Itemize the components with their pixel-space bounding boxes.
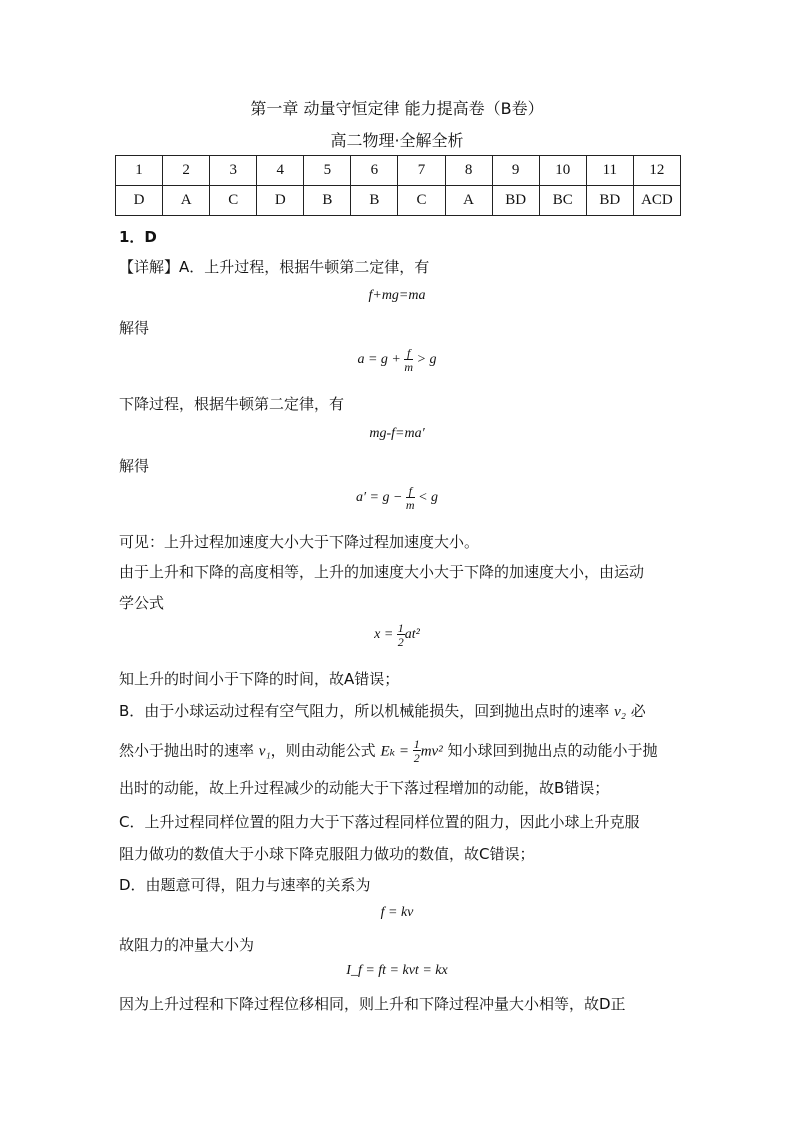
table-cell: B <box>351 186 398 216</box>
table-cell: 5 <box>304 156 351 186</box>
equation-7: I_f = ft = kvt = kx <box>346 963 448 978</box>
answer-table-answer-row <box>116 186 681 216</box>
option-d-line-3: 因为上升过程和下降过程位移相同，则上升和下降过程冲量大小相等，故D正 <box>119 995 626 1013</box>
equation-1: f+mg=ma <box>368 288 426 303</box>
table-cell: 3 <box>210 156 257 186</box>
symbol-mv2: mv² <box>420 743 443 760</box>
fraction-denominator: 2 <box>397 635 404 649</box>
equation-2 <box>0 347 794 373</box>
table-cell: D <box>257 186 304 216</box>
question-number: 1．D <box>119 228 157 246</box>
text-segment: ，则由动能公式 <box>270 741 381 760</box>
answer-table-number-row <box>116 156 681 186</box>
equation-6: f = kv <box>380 905 414 920</box>
option-d-line-2: 故阻力的冲量大小为 <box>119 936 255 954</box>
table-cell: A <box>163 186 210 216</box>
conclusion-text: 可见：上升过程加速度大小大于下降过程加速度大小。 <box>119 533 480 551</box>
page-title: 第一章 动量守恒定律 能力提高卷（B卷） <box>250 99 544 118</box>
fraction <box>413 738 421 764</box>
equation-4 <box>0 485 794 511</box>
equation-text: x = <box>374 627 397 643</box>
symbol-ek: Eₖ = <box>380 743 413 760</box>
option-c-line-2: 阻力做功的数值大于小球下降克服阻力做功的数值，故C错误； <box>119 845 535 863</box>
table-cell: 11 <box>586 156 633 186</box>
table-cell: 4 <box>257 156 304 186</box>
table-cell: 12 <box>633 156 680 186</box>
fraction-denominator: m <box>405 498 415 512</box>
equation-5 <box>0 622 794 648</box>
option-b-line-1 <box>119 700 646 721</box>
equation-text: at² <box>404 627 420 643</box>
table-cell: D <box>116 186 163 216</box>
equation-text: > g <box>413 352 437 368</box>
table-cell: 9 <box>492 156 539 186</box>
table-cell: BD <box>586 186 633 216</box>
table-cell: ACD <box>633 186 680 216</box>
fraction-numerator: 1 <box>413 737 420 751</box>
equation-text: a = g + <box>357 352 405 368</box>
fraction-denominator: m <box>404 360 414 374</box>
text-segment: B．由于小球运动过程有空气阻力，所以机械能损失，回到抛出点时的速率 <box>119 702 615 720</box>
detail-intro: 【详解】A．上升过程，根据牛顿第二定律，有 <box>119 258 430 276</box>
table-cell: C <box>398 186 445 216</box>
table-cell: A <box>445 186 492 216</box>
fraction <box>397 622 405 648</box>
down-process-text: 下降过程，根据牛顿第二定律，有 <box>119 395 345 413</box>
fraction-numerator: 1 <box>397 621 404 635</box>
option-d-line-1: D．由题意可得，阻力与速率的关系为 <box>119 876 371 894</box>
paragraph-line: 由于上升和下降的高度相等，上升的加速度大小大于下降的加速度大小，由运动 <box>119 563 645 581</box>
paragraph-line: 学公式 <box>119 594 165 612</box>
text-segment: 必 <box>625 702 646 720</box>
fraction <box>404 347 413 373</box>
option-b-line-3: 出时的动能，故上升过程减少的动能大于下落过程增加的动能，故B错误； <box>119 779 610 797</box>
fraction-denominator: 2 <box>413 751 420 765</box>
fraction-numerator: f <box>406 485 415 498</box>
fraction <box>406 485 415 511</box>
text-segment: 知小球回到抛出点的动能小于抛 <box>442 741 658 760</box>
option-b-line-2 <box>119 738 657 764</box>
equation-3: mg-f=ma′ <box>369 426 425 441</box>
equation-text: < g <box>414 490 439 506</box>
table-cell: 2 <box>163 156 210 186</box>
text-segment: 然小于抛出时的速率 <box>119 741 259 760</box>
fraction-numerator: f <box>404 347 413 360</box>
table-cell: C <box>210 186 257 216</box>
table-cell: 8 <box>445 156 492 186</box>
table-cell: 1 <box>116 156 163 186</box>
equation-text: a′ = g − <box>355 490 406 506</box>
option-c-line-1: C．上升过程同样位置的阻力大于下落过程同样位置的阻力，因此小球上升克服 <box>119 813 640 831</box>
answer-table <box>115 155 681 216</box>
table-cell: B <box>304 186 351 216</box>
table-cell: 7 <box>398 156 445 186</box>
symbol-v1: v₁ <box>258 743 271 760</box>
solve-label-1: 解得 <box>119 319 150 337</box>
option-a-conclusion: 知上升的时间小于下降的时间，故A错误； <box>119 670 400 688</box>
symbol-v2: v₂ <box>614 704 626 720</box>
page-subtitle: 高二物理·全解全析 <box>330 131 464 150</box>
table-cell: 10 <box>539 156 586 186</box>
table-cell: 6 <box>351 156 398 186</box>
table-cell: BD <box>492 186 539 216</box>
table-cell: BC <box>539 186 586 216</box>
solve-label-2: 解得 <box>119 457 150 475</box>
